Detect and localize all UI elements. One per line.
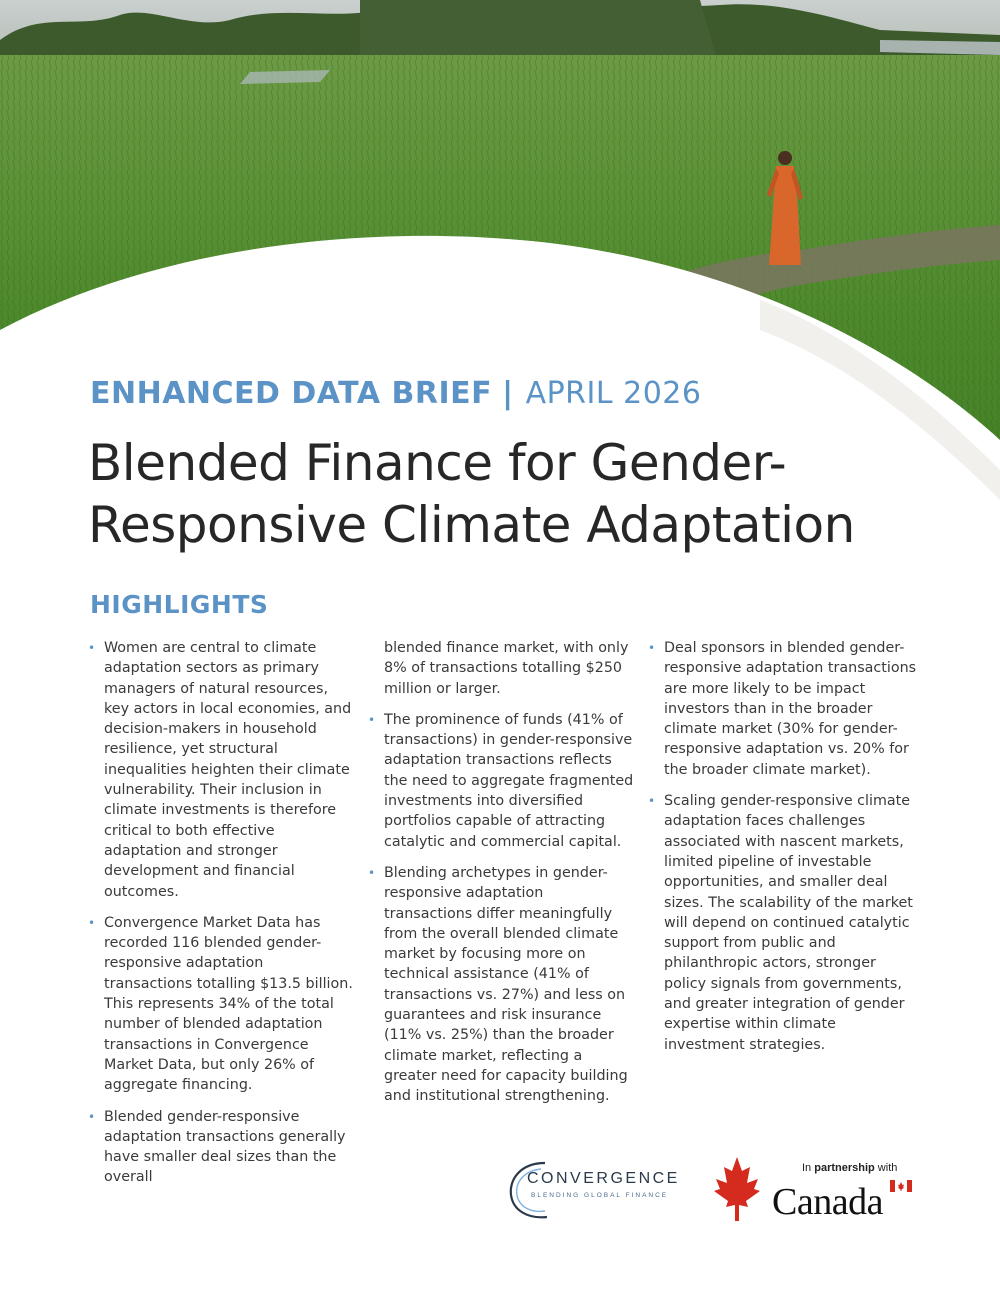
highlight-item: • Blending archetypes in gender-responsive adaptation transactions differ meaningfully from the overall blended climate market by focusing more on technical assistance (41% of transactions vs. 27%) and less on guarantees and risk insurance (11% vs. 25%) than the broader climate market, reflecting a greater need for capacity building and institutional strengthening. [368, 864, 628, 1105]
highlights-heading: HIGHLIGHTS [90, 590, 269, 619]
highlight-item: • Deal sponsors in blended gender-responsive adaptation transactions are more likely to be impact investors than in the broader climate market (30% for gender-responsive adaptation vs. 20% for the broader climate market). [648, 640, 917, 778]
bullet-icon: • [648, 641, 656, 655]
highlights-column-3 [648, 638, 920, 1066]
convergence-logo [505, 1150, 680, 1230]
brief-label: ENHANCED DATA BRIEF [90, 376, 493, 411]
brief-tagline [90, 376, 701, 411]
highlights-column-1 [88, 638, 356, 1199]
bullet-icon: • [648, 794, 656, 809]
highlights-column-2 [368, 638, 636, 1118]
maple-leaf-icon [712, 1155, 762, 1225]
canada-partner-logo [712, 1150, 922, 1230]
canada-wordmark: Canada [772, 1181, 883, 1223]
convergence-tagline: BLENDING GLOBAL FINANCE [531, 1192, 669, 1199]
tagline-separator: | [502, 376, 514, 411]
canada-flag-icon [890, 1180, 912, 1192]
highlight-item: • Convergence Market Data has recorded 116 blended gender-responsive adaptation transactions totalling $13.5 billion. This represents 34% of the total number of blended adaptation transactions in Convergence Market Data, but only 26% of aggregate financing. [88, 914, 353, 1094]
convergence-name: CONVERGENCE [527, 1170, 680, 1187]
bullet-icon: • [88, 915, 96, 930]
bullet-icon: • [368, 712, 376, 727]
page-title [88, 432, 958, 556]
convergence-swirl-icon [505, 1155, 565, 1225]
highlight-item: • Women are central to climate adaptation sectors as primary managers of natural resources, key actors in local economies, and decision-makers in household resilience, yet structural inequalities heighten their climate vulnerability. Their inclusion in climate investments is therefore critical to both effective adaptation and stronger development and financial outcomes. [88, 640, 352, 900]
highlight-item: • Blended gender-responsive adaptation transactions generally have smaller deal sizes than the overall [88, 1108, 346, 1186]
footer-logos [0, 1140, 1000, 1240]
partnership-caption: In partnership with [802, 1162, 898, 1174]
bullet-icon: • [88, 641, 96, 655]
title-line-1: Blended Finance for Gender- [88, 434, 787, 492]
highlight-item-continued: blended finance market, with only 8% of transactions totalling $250 million or larger. [384, 640, 629, 697]
brief-date: APRIL 2026 [525, 376, 702, 411]
bullet-icon: • [88, 1109, 96, 1124]
highlight-item: • The prominence of funds (41% of transactions) in gender-responsive adaptation transactions reflects the need to aggregate fragmented investments into diversified portfolios capable of attracting catalytic and commercial capital. [368, 711, 634, 850]
highlight-item: • Scaling gender-responsive climate adaptation faces challenges associated with nascent markets, limited pipeline of investable opportunities, and smaller deal sizes. The scalability of the market will depend on continued catalytic support from public and philanthropic actors, stronger policy signals from governments, and greater integration of gender expertise within climate investment strategies. [648, 793, 913, 1053]
title-line-2: Responsive Climate Adaptation [88, 496, 855, 554]
bullet-icon: • [368, 865, 376, 880]
